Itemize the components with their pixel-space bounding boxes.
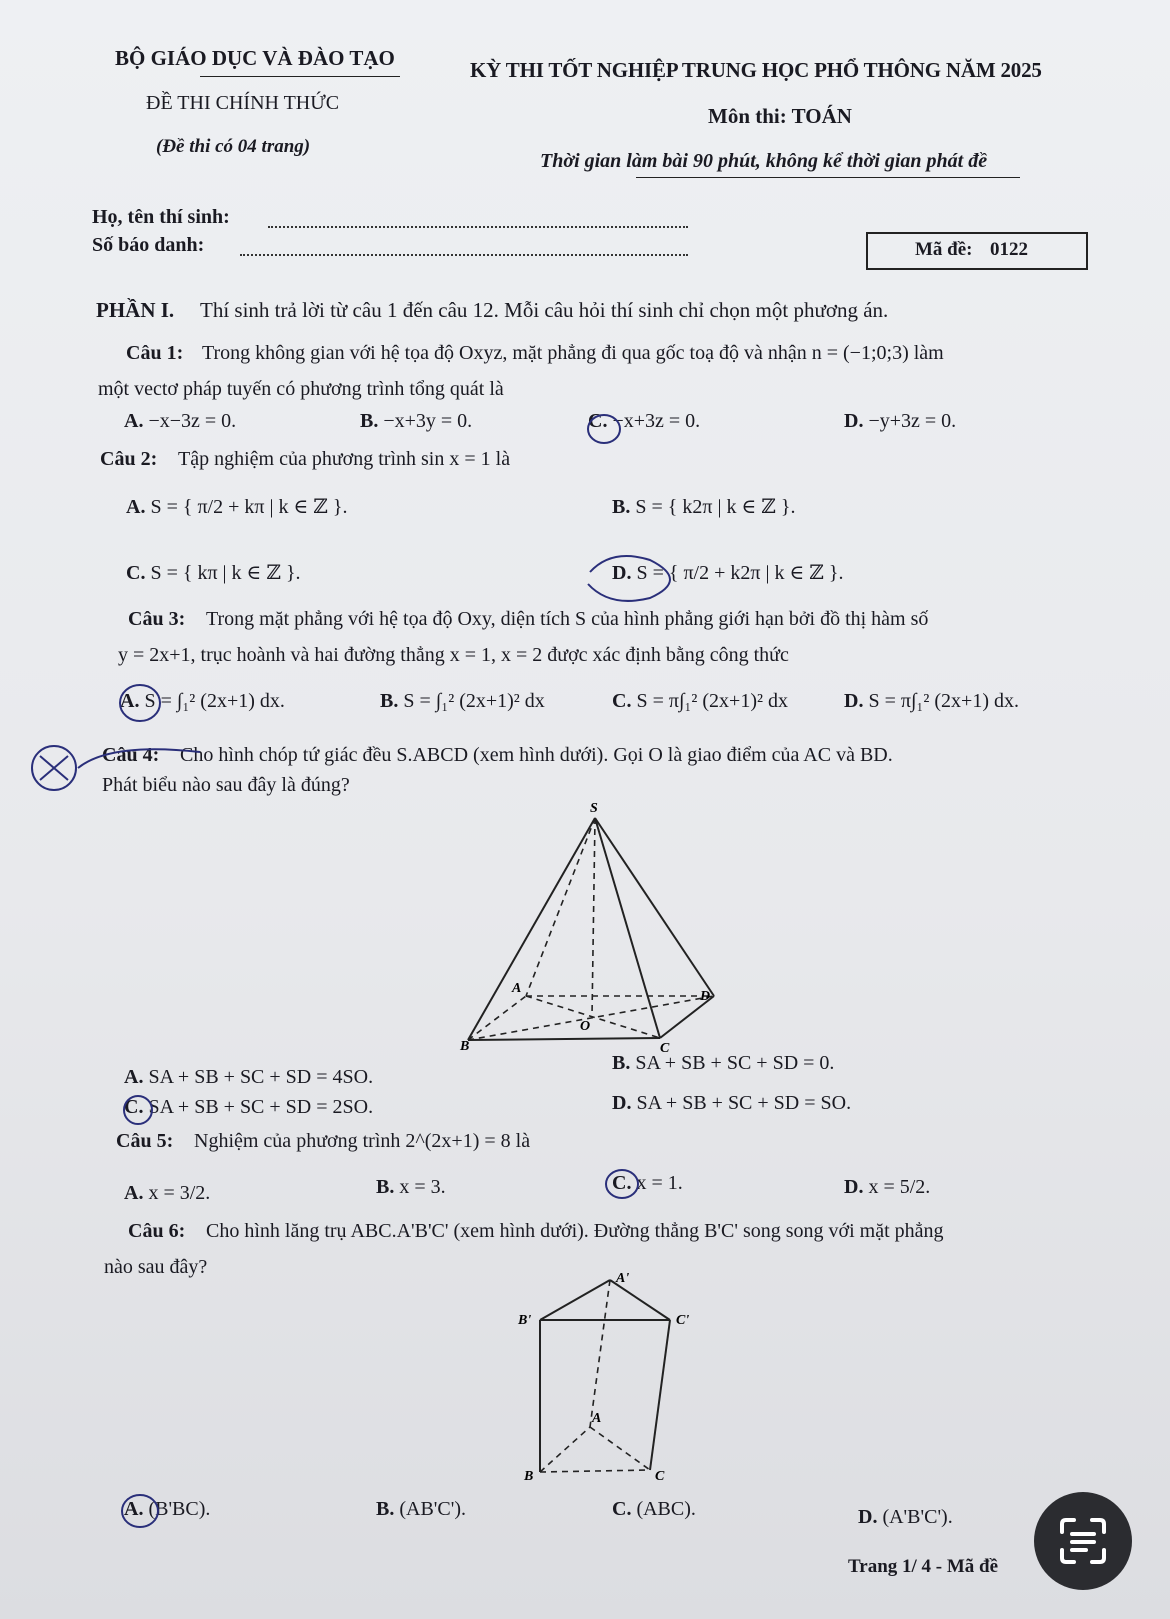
q1-option-a[interactable]: A. −x−3z = 0. (124, 410, 237, 432)
q6-option-d[interactable]: D. (A'B'C'). (858, 1506, 953, 1528)
q6-option-b[interactable]: B. (AB'C'). (376, 1498, 466, 1520)
q3-text-2: y = 2x+1, trục hoành và hai đường thẳng x = 1, x = 2 được xác định bằng công thức (118, 644, 789, 666)
q5-option-a[interactable]: A. x = 3/2. (124, 1182, 211, 1204)
part-title: PHẦN I. (96, 298, 175, 322)
mark-q4-c (124, 1096, 152, 1124)
q2-option-d[interactable]: D. S = { π/2 + k2π | k ∈ ℤ }. (612, 562, 844, 584)
exam-title: KỲ THI TỐT NGHIỆP TRUNG HỌC PHỔ THÔNG NĂM 2025 (470, 58, 1042, 82)
q3-option-a[interactable]: A. S = ∫₁² (2x+1) dx. (120, 690, 285, 712)
label-A: A (512, 981, 522, 996)
q1-option-c-text: −x+3z = 0. (612, 410, 701, 432)
q3-option-d[interactable]: D. S = π∫₁² (2x+1) dx. (844, 690, 1019, 712)
candidate-id-label: Số báo danh: (92, 234, 205, 256)
q4-option-c-text: SA + SB + SC + SD = 2SO. (148, 1096, 374, 1118)
q6-option-b-text: (AB'C'). (399, 1498, 466, 1520)
label-C1: C' (676, 1313, 690, 1328)
ministry-name: BỘ GIÁO DỤC VÀ ĐÀO TẠO (115, 46, 395, 70)
q2-label: Câu 2: (100, 448, 158, 470)
q2-option-d-text: S = { π/2 + k2π | k ∈ ℤ }. (636, 562, 844, 584)
q4-option-c[interactable]: C. SA + SB + SC + SD = 2SO. (124, 1096, 374, 1118)
exam-code-value: 0122 (990, 239, 1028, 260)
label-S: S (590, 801, 598, 816)
q1-label: Câu 1: (126, 342, 184, 364)
label-B: B (524, 1469, 534, 1484)
q6-text-2: nào sau đây? (104, 1256, 208, 1278)
q5-label: Câu 5: (116, 1130, 174, 1152)
q2-option-b-text: S = { k2π | k ∈ ℤ }. (635, 496, 796, 518)
q3-option-c[interactable]: C. S = π∫₁² (2x+1)² dx (612, 690, 788, 712)
q4-label: Câu 4: (102, 744, 160, 766)
exam-duration: Thời gian làm bài 90 phút, không kể thời gian phát đề (540, 150, 988, 172)
q1-text-2: một vectơ pháp tuyến có phương trình tổng quát là (98, 378, 504, 400)
q6-option-a-text: (B'BC). (148, 1498, 211, 1520)
label-D: D (700, 989, 711, 1004)
label-O: O (580, 1019, 591, 1034)
q6-option-c[interactable]: C. (ABC). (612, 1498, 696, 1520)
q5-option-c-text: x = 1. (636, 1172, 683, 1194)
mark-q6-a (122, 1495, 158, 1527)
q3-option-a-text: S = ∫₁² (2x+1) dx. (144, 690, 285, 712)
q5-option-b[interactable]: B. x = 3. (376, 1176, 446, 1198)
q3-text: Trong mặt phẳng với hệ tọa độ Oxy, diện tích S của hình phẳng giới hạn bởi đồ thị hàm số (206, 608, 929, 630)
mark-q4-underline (78, 749, 200, 768)
q1-option-a-text: −x−3z = 0. (148, 410, 237, 432)
q5-text: Nghiệm của phương trình 2^(2x+1) = 8 là (194, 1130, 531, 1152)
mark-q2-d (588, 556, 670, 601)
q6-option-a[interactable]: A. (B'BC). (124, 1498, 211, 1520)
q6-option-d-text: (A'B'C'). (882, 1506, 953, 1528)
q5-option-c[interactable]: C. x = 1. (612, 1172, 683, 1194)
q6-label: Câu 6: (128, 1220, 186, 1242)
q2-text: Tập nghiệm của phương trình sin x = 1 là (178, 448, 511, 470)
q5-option-d-text: x = 5/2. (868, 1176, 931, 1198)
label-A: A (592, 1411, 602, 1426)
q6-option-c-text: (ABC). (636, 1498, 696, 1520)
label-B: B (460, 1039, 470, 1054)
q4-option-b[interactable]: B. SA + SB + SC + SD = 0. (612, 1052, 835, 1074)
q2-option-c[interactable]: C. S = { kπ | k ∈ ℤ }. (126, 562, 301, 584)
q3-option-b-text: S = ∫₁² (2x+1)² dx (403, 690, 545, 712)
q3-option-c-text: S = π∫₁² (2x+1)² dx (636, 690, 788, 712)
q4-option-b-text: SA + SB + SC + SD = 0. (635, 1052, 835, 1074)
q1-option-d[interactable]: D. −y+3z = 0. (844, 410, 957, 432)
q4-text: Cho hình chóp tứ giác đều S.ABCD (xem hình dưới). Gọi O là giao điểm của AC và BD. (180, 744, 893, 766)
q1-option-c[interactable]: C. −x+3z = 0. (588, 410, 701, 432)
part-instruction: Thí sinh trả lời từ câu 1 đến câu 12. Mỗi câu hỏi thí sinh chỉ chọn một phương án. (200, 298, 889, 322)
q3-label: Câu 3: (128, 608, 186, 630)
mark-q1-c (588, 415, 620, 443)
q3-option-b[interactable]: B. S = ∫₁² (2x+1)² dx (380, 690, 545, 712)
exam-subject: Môn thi: TOÁN (708, 104, 852, 128)
q1-text: Trong không gian với hệ tọa độ Oxyz, mặt phẳng đi qua gốc toạ độ và nhận n = (−1;0;3) làm (202, 342, 944, 364)
pages-note: (Đề thi có 04 trang) (156, 136, 311, 157)
q3-option-d-text: S = π∫₁² (2x+1) dx. (868, 690, 1019, 712)
official-label: ĐỀ THI CHÍNH THỨC (146, 92, 340, 114)
label-C: C (655, 1469, 665, 1484)
q5-option-a-text: x = 3/2. (148, 1182, 211, 1204)
q4-option-a[interactable]: A. SA + SB + SC + SD = 4SO. (124, 1066, 374, 1088)
q2-option-a-text: S = { π/2 + kπ | k ∈ ℤ }. (150, 496, 348, 518)
q5-option-d[interactable]: D. x = 5/2. (844, 1176, 931, 1198)
scan-text-icon (1058, 1516, 1108, 1566)
mark-q4-cross (40, 756, 68, 780)
mark-q3-a (120, 685, 160, 721)
q4-text-2: Phát biểu nào sau đây là đúng? (102, 774, 350, 796)
q1-option-b-text: −x+3y = 0. (383, 410, 473, 432)
page-footer: Trang 1/ 4 - Mã đề (848, 1556, 999, 1577)
q4-option-d-text: SA + SB + SC + SD = SO. (636, 1092, 852, 1114)
exam-code-label: Mã đề: (915, 239, 973, 260)
scan-text-button[interactable] (1034, 1492, 1132, 1590)
q2-option-c-text: S = { kπ | k ∈ ℤ }. (150, 562, 301, 584)
q2-option-a[interactable]: A. S = { π/2 + kπ | k ∈ ℤ }. (126, 496, 348, 518)
q4-option-a-text: SA + SB + SC + SD = 4SO. (148, 1066, 374, 1088)
mark-q5-c (606, 1170, 638, 1198)
candidate-name-label: Họ, tên thí sinh: (92, 206, 230, 228)
q2-option-b[interactable]: B. S = { k2π | k ∈ ℤ }. (612, 496, 796, 518)
label-A1: A' (616, 1271, 630, 1286)
label-B1: B' (518, 1313, 532, 1328)
q1-option-b[interactable]: B. −x+3y = 0. (360, 410, 473, 432)
q4-option-d[interactable]: D. SA + SB + SC + SD = SO. (612, 1092, 852, 1114)
q5-option-b-text: x = 3. (399, 1176, 446, 1198)
q1-option-d-text: −y+3z = 0. (868, 410, 957, 432)
q6-text: Cho hình lăng trụ ABC.A'B'C' (xem hình dưới). Đường thẳng B'C' song song với mặt phẳng (206, 1220, 944, 1242)
label-C: C (660, 1041, 670, 1056)
